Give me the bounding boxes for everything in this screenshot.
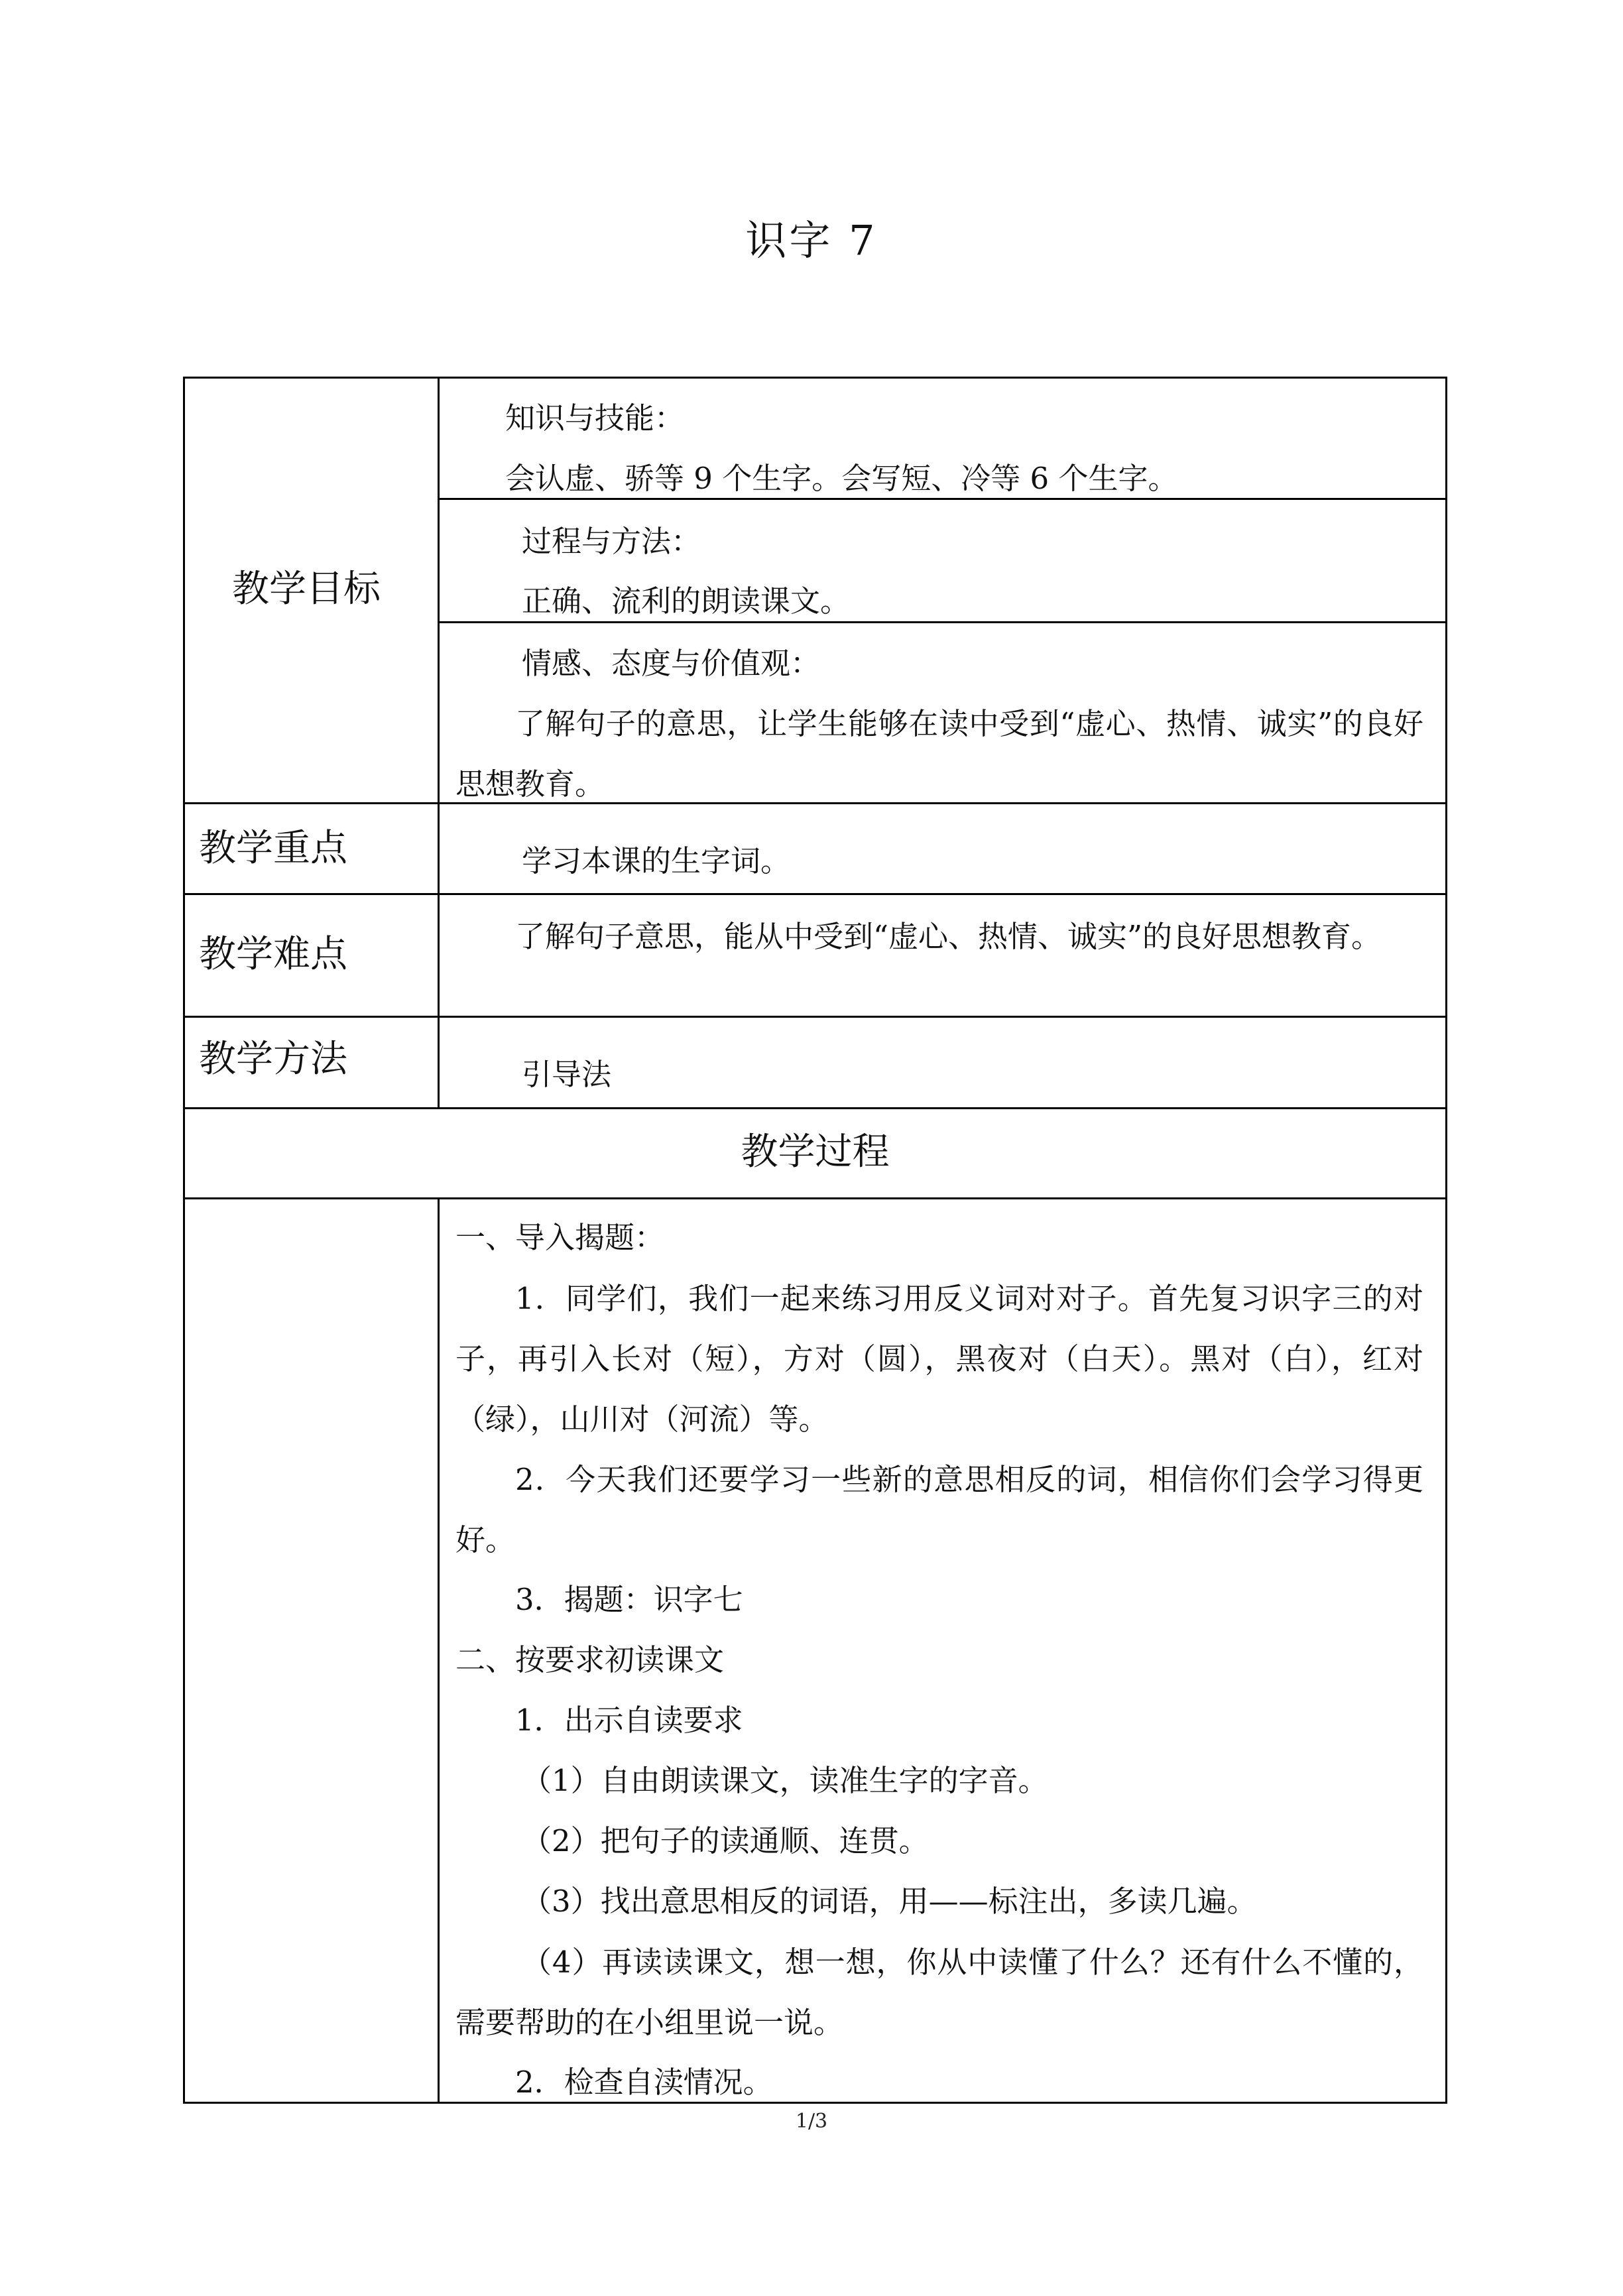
intro-step-2: 2．今天我们还要学习一些新的意思相反的词，相信你们会学习得更好。 bbox=[455, 1462, 1423, 1557]
table-divider bbox=[183, 1107, 1447, 1109]
requirement-3: （3）找出意思相反的词语，用——标注出，多读几遍。 bbox=[522, 1884, 1257, 1919]
page-number: 1/3 bbox=[795, 2110, 828, 2133]
read-step-1: 1．出示自读要求 bbox=[515, 1703, 743, 1738]
difficulty-label: 教学难点 bbox=[199, 933, 347, 976]
table-divider bbox=[183, 893, 1447, 895]
table-divider bbox=[183, 1016, 1447, 1018]
document-title: 识字 7 bbox=[745, 216, 878, 265]
table-divider bbox=[183, 1197, 1447, 1199]
emotion-text: 了解句子的意思，让学生能够在读中受到“虚心、热情、诚实”的良好思想教育。 bbox=[455, 706, 1423, 802]
requirement-4: （4）再读读课文，想一想，你从中读懂了什么？还有什么不懂的，需要帮助的在小组里说一说。 bbox=[455, 1945, 1423, 2040]
emotion-heading: 情感、态度与价值观： bbox=[522, 646, 821, 681]
key-point-text: 学习本课的生字词。 bbox=[522, 843, 791, 878]
process-method-heading: 过程与方法： bbox=[522, 524, 701, 559]
requirement-1: （1）自由朗读课文，读准生字的字音。 bbox=[522, 1763, 1048, 1798]
goals-label: 教学目标 bbox=[232, 568, 381, 611]
key-point-label: 教学重点 bbox=[199, 827, 347, 870]
read-step-2: 2．检查自渎情况。 bbox=[515, 2065, 773, 2100]
intro-step-3: 3．揭题：识字七 bbox=[515, 1582, 743, 1617]
table-column-divider bbox=[438, 1199, 440, 2104]
process-method-text: 正确、流利的朗读课文。 bbox=[522, 583, 851, 619]
method-label: 教学方法 bbox=[199, 1038, 347, 1081]
process-heading: 教学过程 bbox=[741, 1130, 890, 1174]
requirement-2: （2）把句子的读通顺、连贯。 bbox=[522, 1823, 929, 1858]
difficulty-text: 了解句子意思，能从中受到“虚心、热情、诚实”的良好思想教育。 bbox=[515, 919, 1382, 954]
section-read-heading: 二、按要求初读课文 bbox=[455, 1642, 725, 1677]
intro-step-1: 1．同学们，我们一起来练习用反义词对对子。首先复习识字三的对子，再引入长对（短），方对（圆），黑夜对（白天）。黑对（白），红对（绿），山川对（河流）等。 bbox=[455, 1281, 1423, 1437]
section-intro-heading: 一、导入揭题： bbox=[455, 1220, 665, 1255]
knowledge-heading: 知识与技能： bbox=[505, 400, 685, 436]
method-text: 引导法 bbox=[522, 1057, 612, 1092]
knowledge-text: 会认虚、骄等 9 个生字。会写短、冷等 6 个生字。 bbox=[505, 461, 1178, 496]
table-column-divider bbox=[438, 377, 440, 1109]
